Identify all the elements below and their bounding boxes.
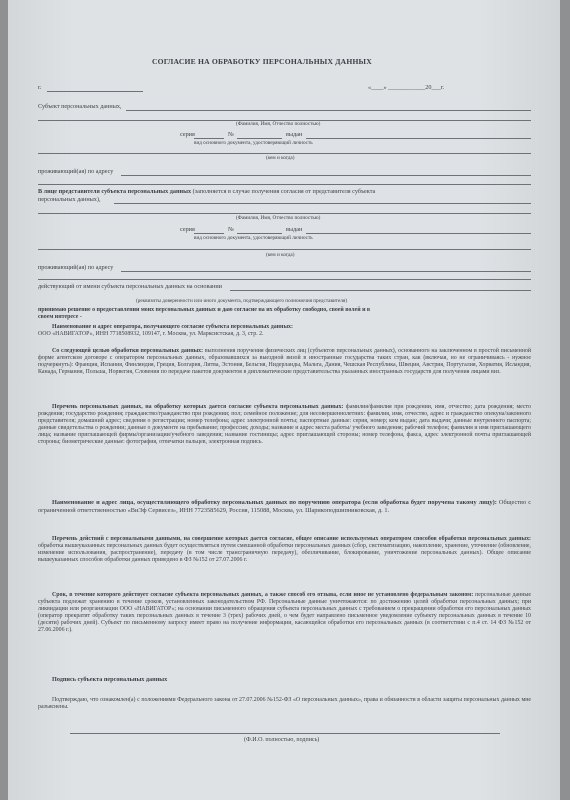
purpose-heading: Со следующей целью обработки персональных данных: (52, 348, 204, 354)
rep-number-field[interactable] (237, 233, 282, 234)
representative-line-1 (38, 188, 375, 195)
rep-rest: (заполняется в случае получения согласия от представителя субъекта (192, 188, 376, 195)
doc-hint: вид основного документа, удостоверяющий личность (194, 140, 313, 146)
rep-when-hint: (кем и когда) (266, 252, 295, 258)
term-text: персональные данные субъекта подлежат хранению в течение сроков, установленных законодательством РФ. Персональные данные уничтожаются: по достижению целей обработки персональных данных; при ликвидации или реорганизации ООО «НАВИГАТОР»; на основании письменного обращения субъекта персональных данных с требованием о прекращении обработки его персональных данных (оператор прекратит обработку таких персональных данных в течение 3 (трех) рабочих дней, о чем будет направлено письменное уведомление субъекту персональных данных в течение 10 (десяти) рабочих дней). Субъект по письменному запросу имеет право на получение информации, касающейся обработки его персональных данных (в соответствии с п.4 ст. 14 ФЗ №152 от 27.06.2006 г.). (38, 592, 532, 633)
actions-section (38, 536, 531, 564)
authority-hint: (реквизиты доверенности или иного документа, подтверждающего полномочия представителя) (136, 298, 347, 304)
residing-label: проживающий(ая) по адресу (38, 168, 114, 175)
issued-field[interactable] (306, 138, 531, 139)
rep-address-field-2[interactable] (38, 279, 531, 280)
issued-label: выдан (286, 131, 303, 138)
actions-heading: Перечень действий с персональными данными, на совершение которых дается согласие, общее описание используемых оператором способов обработки персональных данных: (52, 536, 531, 542)
rep-rest-2: персональных данных), (38, 196, 101, 203)
data-list-heading: Перечень персональных данных, на обработку которых дается согласие субъекта персональных данных: (52, 404, 344, 410)
subject-name-field[interactable] (126, 110, 531, 111)
city-field[interactable] (47, 91, 143, 92)
when-hint: (кем и когда) (266, 155, 295, 161)
rep-issued-by-field[interactable] (38, 249, 531, 250)
document-title: СОГЛАСИЕ НА ОБРАБОТКУ ПЕРСОНАЛЬНЫХ ДАННЫХ (152, 57, 372, 66)
operator-text: ООО «НАВИГАТОР», ИНН 7718508932, 109147, г. Москва, ул. Марксистская, д. 3, стр. 2. (38, 330, 264, 337)
series-field[interactable] (194, 138, 224, 139)
acting-basis-field[interactable] (230, 290, 531, 291)
rep-series-label: серия (180, 226, 195, 233)
subject-label: Субъект персональных данных, (38, 103, 122, 110)
rep-number-label: № (228, 226, 234, 233)
rep-residing-label: проживающий(ая) по адресу (38, 264, 114, 271)
acceptance-line-1: принимаю решение о предоставлении моих персональных данных и даю согласие на их обработку свободно, своей волей и в (38, 307, 371, 313)
processor-section (38, 499, 531, 514)
number-field[interactable] (237, 138, 282, 139)
signature-hint: (Ф.И.О. полностью, подпись) (244, 737, 320, 743)
confirmation-text: Подтверждаю, что ознакомлен(а) с положениями Федерального закона от 27.07.2006 №152-ФЗ «О персональных данных», права и обязанности в области защиты персональных данных мне разъяснены. (38, 697, 531, 710)
signature-field[interactable] (70, 733, 500, 734)
signature-heading: Подпись субъекта персональных данных (52, 676, 168, 683)
processor-heading: Наименование и адрес лица, осуществляющего обработку персональных данных по поручению оператора (если обработка будет поручена такому лицу): (52, 499, 497, 506)
acting-label: действующий от имени субъекта персональных данных на основании (38, 283, 222, 290)
rep-name-field-2[interactable] (38, 213, 531, 214)
rep-fio-hint: (Фамилия, Имя, Отчество полностью) (236, 215, 321, 221)
document-page (8, 0, 560, 800)
address-field[interactable] (121, 175, 531, 176)
number-label: № (228, 131, 234, 138)
rep-address-field[interactable] (121, 271, 531, 272)
date-field[interactable]: «____» ____________20___г. (368, 84, 445, 91)
issued-by-field[interactable] (38, 153, 531, 154)
term-section (38, 592, 531, 633)
city-label: г. (38, 84, 42, 91)
purpose-section (38, 348, 531, 376)
fio-hint: (Фамилия, Имя, Отчество полностью) (236, 121, 321, 127)
series-label: серия (180, 131, 195, 138)
rep-issued-field[interactable] (306, 233, 531, 234)
processor-text: Общество с ограниченной ответственностью «ВиЭф Сервисез», ИНН 7723585629, Россия, 115088, Москва, ул. Шарикоподшипниковская, д. 1. (38, 499, 531, 514)
purpose-text: выполнения поручения физических лиц (субъектов персональных данных), основанного на заключенном в простой письменной форме агентском договоре с оператором персональных данных, образовавшихся за выездной визой в иностранные государства таких стран, как (включая, но не ограничиваясь - нужное подчеркнуть): Франция, Испания, Финляндия, Греция, Болгария, Литва, Эстония, Бельгия, Нидерланды, Мальта, Дания, Чешская Республика, Швеция, Австрия, Португалия, Хорватия, Исландия, Канада, Германия, Польша, Норвегия, Словения по передаче пакетов документов в дипломатические представительства указанных иностранных государств для получения лицами виз. (38, 348, 531, 375)
term-heading: Срок, в течение которого действует согласие субъекта персональных данных, а также способ его отзыва, если иное не установлено федеральным законом: (52, 592, 474, 598)
acceptance-line-2: своем интересе - (38, 314, 82, 320)
operator-heading: Наименование и адрес оператора, получающего согласие субъекта персональных данных: (52, 324, 293, 330)
rep-series-field[interactable] (194, 233, 224, 234)
rep-doc-hint: вид основного документа, удостоверяющий личность (194, 235, 313, 241)
operator-section (38, 324, 531, 338)
data-list-section (38, 404, 531, 445)
rep-issued-label: выдан (286, 226, 303, 233)
address-field-2[interactable] (38, 184, 531, 185)
actions-text: обработка вышеуказанных персональных данных будет осуществляться путем смешанной обработки персональных данных (сбор, систематизацию, накопление, хранение, уточнение (обновление, изменение использования, распространение), передачу (в том числе трансграничную передачу), обезличивание, блокирование, уничтожение персональных данных). Общее описание вышеуказанных способов обработки данных приведено в ФЗ №152 от 27.07.2006 г. (38, 542, 531, 563)
rep-bold: В лице представителя субъекта персональных данных (38, 188, 192, 195)
data-list-text: фамилия/фамилия при рождении, имя, отчество; дата рождения; место рождения; государство рождения; гражданство/гражданство при рождении; пол; семейное положение; для несовершеннолетних: фамилия, имя, отчество, адрес и гражданство опекуна/законного представителя; домашний адрес; сведения о регистрации; номер телефона; адрес электронной почты; паспортные данные: серия, номер; кем выдан; дата выдачи; данные внутреннего паспорта; данные свидетельства о рождении; данные о документе на пребывание; профессия; доходы; название и адрес места работы/ учебного заведения; рабочий телефон; фамилия и имя приглашающего лица; название приглашающей фирмы/организации/учебного заведения; название гостиницы; адрес приглашающей стороны; номер телефона, факса, адрес электронной почты приглашающей стороны; биометрические данные: фотография, отпечатки пальцев, электронная подпись. (38, 404, 531, 445)
rep-name-field[interactable] (114, 203, 531, 204)
